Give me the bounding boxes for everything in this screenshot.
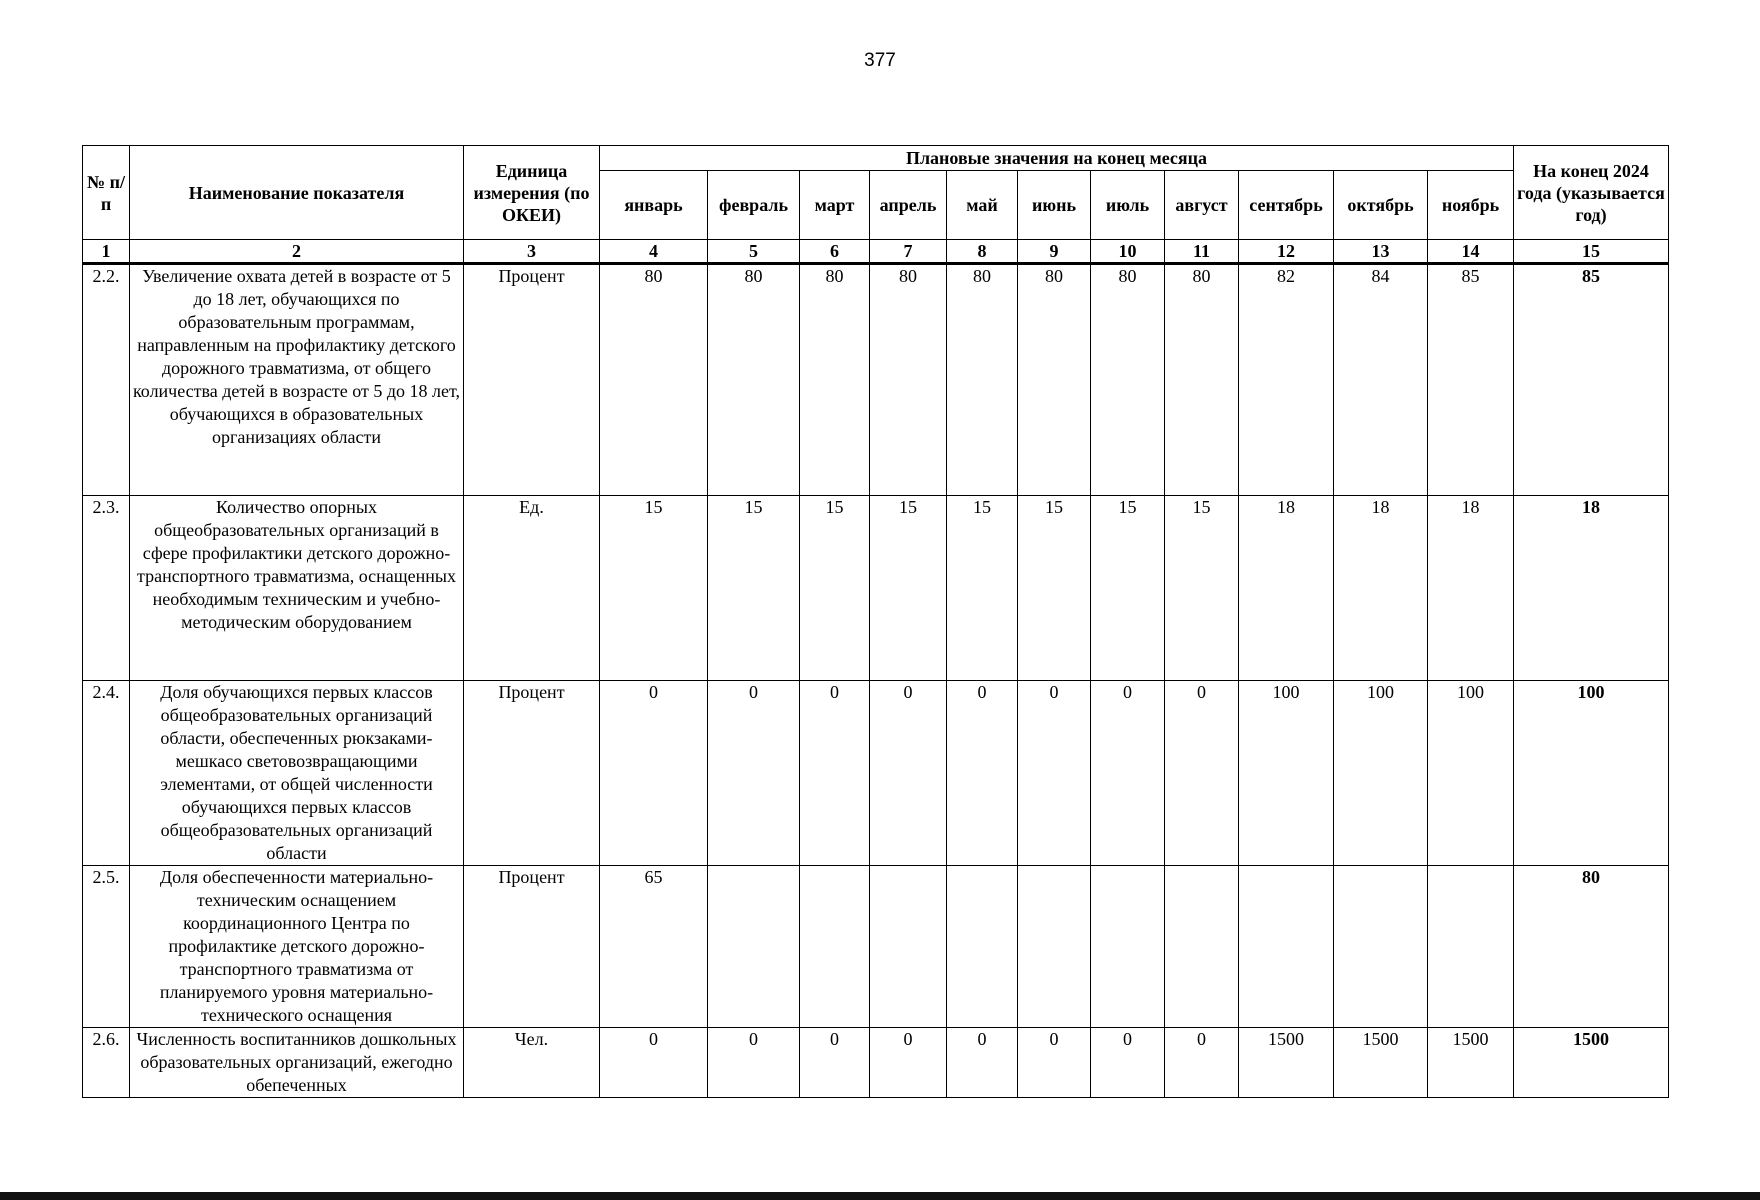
month-value: 18 <box>1239 496 1334 681</box>
month-value: 82 <box>1239 264 1334 496</box>
month-value <box>708 866 800 1028</box>
header-unit: Единица измерения (по ОКЕИ) <box>464 146 600 240</box>
year-end-value: 85 <box>1514 264 1669 496</box>
month-value: 0 <box>600 1028 708 1098</box>
table-row <box>83 866 1669 1028</box>
unit-cell: Процент <box>464 264 600 496</box>
row-number: 2.3. <box>83 496 130 681</box>
table-row <box>83 681 1669 866</box>
month-value: 0 <box>708 1028 800 1098</box>
month-value <box>1018 866 1091 1028</box>
header-year-end: На конец 2024 года (указывается год) <box>1514 146 1669 240</box>
header-month: март <box>800 171 870 240</box>
month-value <box>1239 866 1334 1028</box>
indicator-name: Численность воспитанников дошкольных образовательных организаций, ежегодно обепеченных <box>130 1028 464 1098</box>
row-number: 2.2. <box>83 264 130 496</box>
row-number: 2.5. <box>83 866 130 1028</box>
unit-cell: Процент <box>464 866 600 1028</box>
plan-values-table <box>82 145 1669 1098</box>
column-number: 1 <box>83 240 130 264</box>
column-number: 4 <box>600 240 708 264</box>
month-value: 80 <box>1165 264 1239 496</box>
indicator-name: Доля обеспеченности материально-техническим оснащением координационного Центра по профилактике детского дорожно-транспортного травматизма от планируемого уровня материально-технического оснащения <box>130 866 464 1028</box>
month-value: 15 <box>1018 496 1091 681</box>
month-value: 80 <box>870 264 947 496</box>
month-value: 15 <box>870 496 947 681</box>
month-value <box>947 866 1018 1028</box>
indicator-name: Увеличение охвата детей в возрасте от 5 до 18 лет, обучающихся по образовательным программам, направленным на профилактику детского дорожного травматизма, от общего количества детей в возрасте от 5 до 18 лет, обучающихся в образовательных организациях области <box>130 264 464 496</box>
month-value: 0 <box>708 681 800 866</box>
row-number: 2.4. <box>83 681 130 866</box>
month-value: 1500 <box>1428 1028 1514 1098</box>
column-number: 8 <box>947 240 1018 264</box>
month-value: 1500 <box>1239 1028 1334 1098</box>
page-number: 377 <box>864 50 896 71</box>
month-value: 80 <box>600 264 708 496</box>
year-end-value: 100 <box>1514 681 1669 866</box>
unit-cell: Чел. <box>464 1028 600 1098</box>
month-value <box>1091 866 1165 1028</box>
month-value: 0 <box>947 681 1018 866</box>
table-row <box>83 264 1669 496</box>
month-value: 0 <box>1018 681 1091 866</box>
unit-cell: Ед. <box>464 496 600 681</box>
month-value: 80 <box>1091 264 1165 496</box>
month-value: 0 <box>1165 681 1239 866</box>
month-value: 15 <box>600 496 708 681</box>
header-num: № п/п <box>83 146 130 240</box>
month-value <box>870 866 947 1028</box>
month-value: 0 <box>1165 1028 1239 1098</box>
column-number: 10 <box>1091 240 1165 264</box>
header-row-top <box>83 146 1669 171</box>
header-month: февраль <box>708 171 800 240</box>
header-month: июль <box>1091 171 1165 240</box>
month-value: 100 <box>1428 681 1514 866</box>
header-month: октябрь <box>1334 171 1428 240</box>
column-number: 2 <box>130 240 464 264</box>
month-value: 80 <box>1018 264 1091 496</box>
month-value: 18 <box>1334 496 1428 681</box>
column-number: 12 <box>1239 240 1334 264</box>
month-value: 15 <box>1165 496 1239 681</box>
month-value: 15 <box>708 496 800 681</box>
month-value: 0 <box>800 681 870 866</box>
header-month: январь <box>600 171 708 240</box>
month-value: 85 <box>1428 264 1514 496</box>
year-end-value: 1500 <box>1514 1028 1669 1098</box>
header-name: Наименование показателя <box>130 146 464 240</box>
header-month: июнь <box>1018 171 1091 240</box>
indicator-name: Количество опорных общеобразовательных организаций в сфере профилактики детского дорожно-транспортного травматизма, оснащенных необходимым техническим и учебно-методическим оборудованием <box>130 496 464 681</box>
unit-cell: Процент <box>464 681 600 866</box>
scan-bottom-edge <box>0 1192 1760 1200</box>
column-number: 15 <box>1514 240 1669 264</box>
month-value: 80 <box>947 264 1018 496</box>
month-value <box>1334 866 1428 1028</box>
month-value: 84 <box>1334 264 1428 496</box>
month-value <box>1165 866 1239 1028</box>
column-number: 5 <box>708 240 800 264</box>
month-value <box>800 866 870 1028</box>
month-value: 0 <box>1018 1028 1091 1098</box>
month-value: 1500 <box>1334 1028 1428 1098</box>
month-value: 0 <box>870 681 947 866</box>
column-number: 9 <box>1018 240 1091 264</box>
month-value: 0 <box>1091 681 1165 866</box>
table-row <box>83 1028 1669 1098</box>
column-number: 14 <box>1428 240 1514 264</box>
column-number: 13 <box>1334 240 1428 264</box>
month-value: 80 <box>708 264 800 496</box>
column-number: 3 <box>464 240 600 264</box>
month-value <box>1428 866 1514 1028</box>
month-value: 0 <box>600 681 708 866</box>
header-month: май <box>947 171 1018 240</box>
column-numbers-row <box>83 240 1669 264</box>
month-value: 0 <box>947 1028 1018 1098</box>
row-number: 2.6. <box>83 1028 130 1098</box>
header-month: сентябрь <box>1239 171 1334 240</box>
month-value: 0 <box>1091 1028 1165 1098</box>
year-end-value: 18 <box>1514 496 1669 681</box>
month-value: 18 <box>1428 496 1514 681</box>
header-month: апрель <box>870 171 947 240</box>
month-value: 15 <box>800 496 870 681</box>
table-row <box>83 496 1669 681</box>
month-value: 100 <box>1334 681 1428 866</box>
indicator-name: Доля обучающихся первых классов общеобразовательных организаций области, обеспеченных рюкзаками-мешкасо световозвращающими элементами, от общей численности обучающихся первых классов общеобразовательных организаций области <box>130 681 464 866</box>
column-number: 6 <box>800 240 870 264</box>
month-value: 15 <box>1091 496 1165 681</box>
month-value: 0 <box>800 1028 870 1098</box>
header-month: август <box>1165 171 1239 240</box>
month-value: 0 <box>870 1028 947 1098</box>
month-value: 100 <box>1239 681 1334 866</box>
month-value: 15 <box>947 496 1018 681</box>
month-value: 80 <box>800 264 870 496</box>
header-month: ноябрь <box>1428 171 1514 240</box>
column-number: 7 <box>870 240 947 264</box>
column-number: 11 <box>1165 240 1239 264</box>
month-value: 65 <box>600 866 708 1028</box>
header-plan: Плановые значения на конец месяца <box>600 146 1514 171</box>
year-end-value: 80 <box>1514 866 1669 1028</box>
